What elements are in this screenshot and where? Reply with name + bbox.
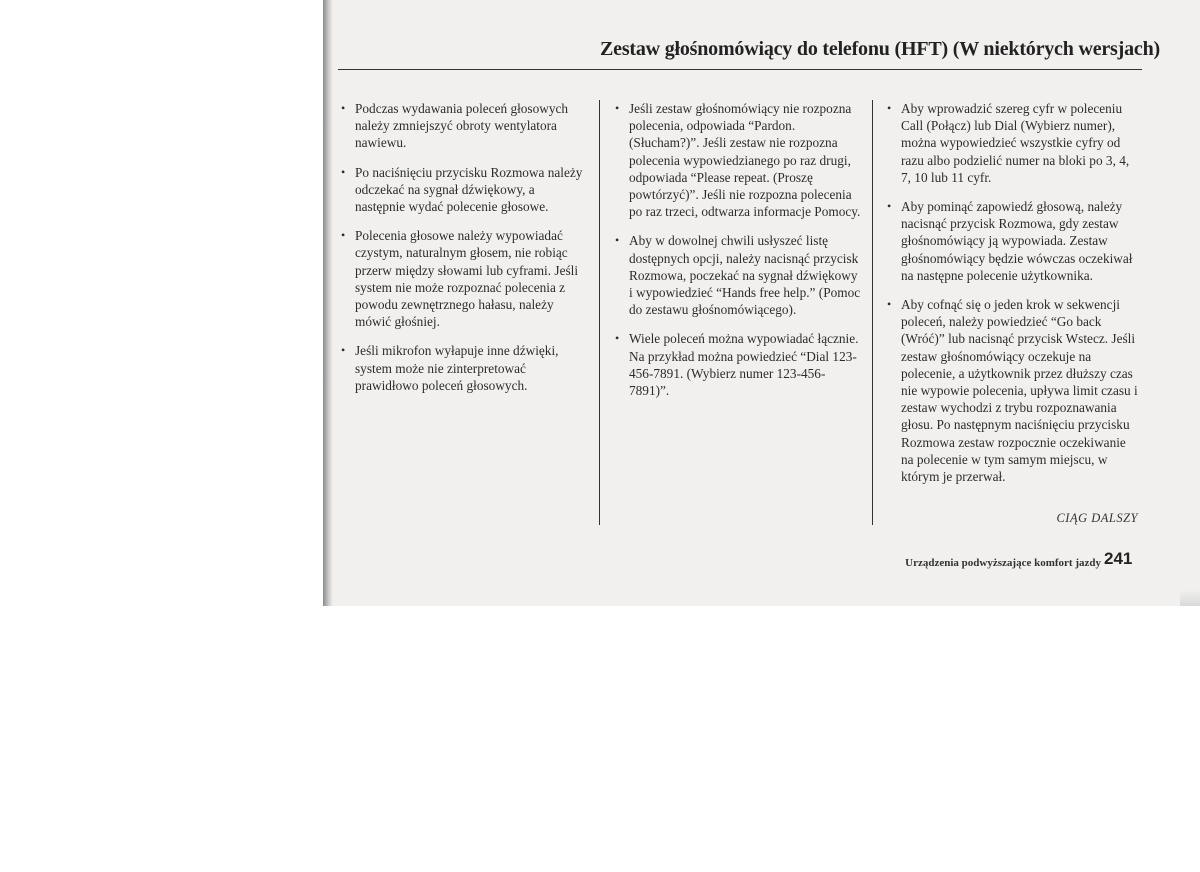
bullet-text: Aby w dowolnej chwili usłyszeć listę dostępnych opcji, należy nacisnąć przycisk Rozmowa, poczekać na sygnał dźwiękowy i wypowiedzieć “Hands free help.” (Pomoc do zestawu głośnomówiącego). — [629, 233, 861, 318]
bullet-item — [886, 296, 1141, 485]
bullet-item — [340, 342, 585, 394]
text-column-2 — [614, 100, 864, 411]
title-divider — [338, 69, 1142, 70]
bullet-text: Po naciśnięciu przycisku Rozmowa należy odczekać na sygnał dźwiękowy, a następnie wydać polecenie głosowe. — [355, 164, 583, 215]
bullet-item — [614, 232, 864, 318]
bullet-icon: • — [341, 164, 346, 179]
bullet-text: Aby cofnąć się o jeden krok w sekwencji poleceń, należy powiedzieć “Go back (Wróć)” lub nacisnąć przycisk Wstecz. Jeśli zestaw głośnomówiący oczekuje na polecenie, a użytkownik przez dłuższy czas nie wypowie polecenia, upływa limit czasu i zestaw wychodzi z trybu rozpoznawania głosu. Po następnym naciśnięciu przycisku Rozmowa zestaw rozpocznie oczekiwanie na polecenie w tym samym miejscu, w którym je przerwał. — [901, 297, 1138, 485]
continued-label: CIĄG DALSZY — [1056, 511, 1138, 525]
page-title: Zestaw głośnomówiący do telefonu (HFT) (W niektórych wersjach) — [600, 38, 1160, 60]
bullet-item — [614, 330, 864, 399]
bullet-text: Polecenia głosowe należy wypowiadać czystym, naturalnym głosem, nie robiąc przerw między słowami lub cyframi. Jeśli system nie może rozpoznać polecenia z powodu zewnętrznego hałasu, należy mówić głośniej. — [355, 228, 579, 330]
page-spine-shadow — [323, 0, 333, 606]
bullet-item — [614, 100, 864, 220]
bullet-icon: • — [887, 297, 892, 312]
bullet-icon: • — [887, 101, 892, 115]
bullet-text: Jeśli zestaw głośnomówiący nie rozpozna polecenia, odpowiada “Pardon. (Słucham?)”. Jeśli zestaw nie rozpozna polecenia wypowiedzianego po raz drugi, odpowiada “Please repeat. (Proszę powtórzyć)”. Jeśli nie rozpozna polecenia po raz trzeci, odtwarza informacje Pomocy. — [629, 101, 861, 220]
bullet-text: Jeśli mikrofon wyłapuje inne dźwięki, system może nie zinterpretować prawidłowo poleceń głosowych. — [355, 343, 559, 393]
page-number: 241 — [1104, 549, 1133, 568]
bullet-text: Podczas wydawania poleceń głosowych należy zmniejszyć obroty wentylatora nawiewu. — [355, 101, 569, 151]
bullet-item — [340, 164, 585, 216]
bullet-icon: • — [615, 101, 620, 115]
text-column-1 — [340, 100, 585, 406]
text-column-3 — [886, 100, 1141, 497]
bullet-text: Aby pominąć zapowiedź głosową, należy nacisnąć przycisk Rozmowa, gdy zestaw głośnomówiący ją wypowiada. Zestaw głośnomówiący będzie wówczas oczekiwał na następne polecenie użytkownika. — [901, 199, 1133, 283]
bullet-text: Aby wprowadzić szereg cyfr w poleceniu Call (Połącz) lub Dial (Wybierz numer), można wypowiedzieć wszystkie cyfry od razu albo podzielić numer na bloki po 3, 4, 7, 10 lub 11 cyfr. — [901, 101, 1130, 185]
bullet-icon: • — [341, 101, 346, 115]
bullet-icon: • — [341, 343, 346, 358]
bullet-item — [340, 227, 585, 330]
bullet-item — [886, 100, 1141, 186]
bullet-icon: • — [615, 233, 620, 248]
bullet-icon: • — [615, 331, 620, 346]
bullet-icon: • — [887, 199, 892, 214]
footer-section-title: Urządzenia podwyższające komfort jazdy — [905, 557, 1101, 569]
bullet-icon: • — [341, 228, 346, 243]
bullet-text: Wiele poleceń można wypowiadać łącznie. Na przykład można powiedzieć “Dial 123-456-7891. (Wybierz numer 123-456-7891)”. — [629, 331, 859, 399]
column-divider-1 — [599, 100, 600, 525]
bullet-item — [340, 100, 585, 152]
page-edge-shadow — [1180, 590, 1200, 606]
bullet-item — [886, 198, 1141, 284]
column-divider-2 — [872, 100, 873, 525]
